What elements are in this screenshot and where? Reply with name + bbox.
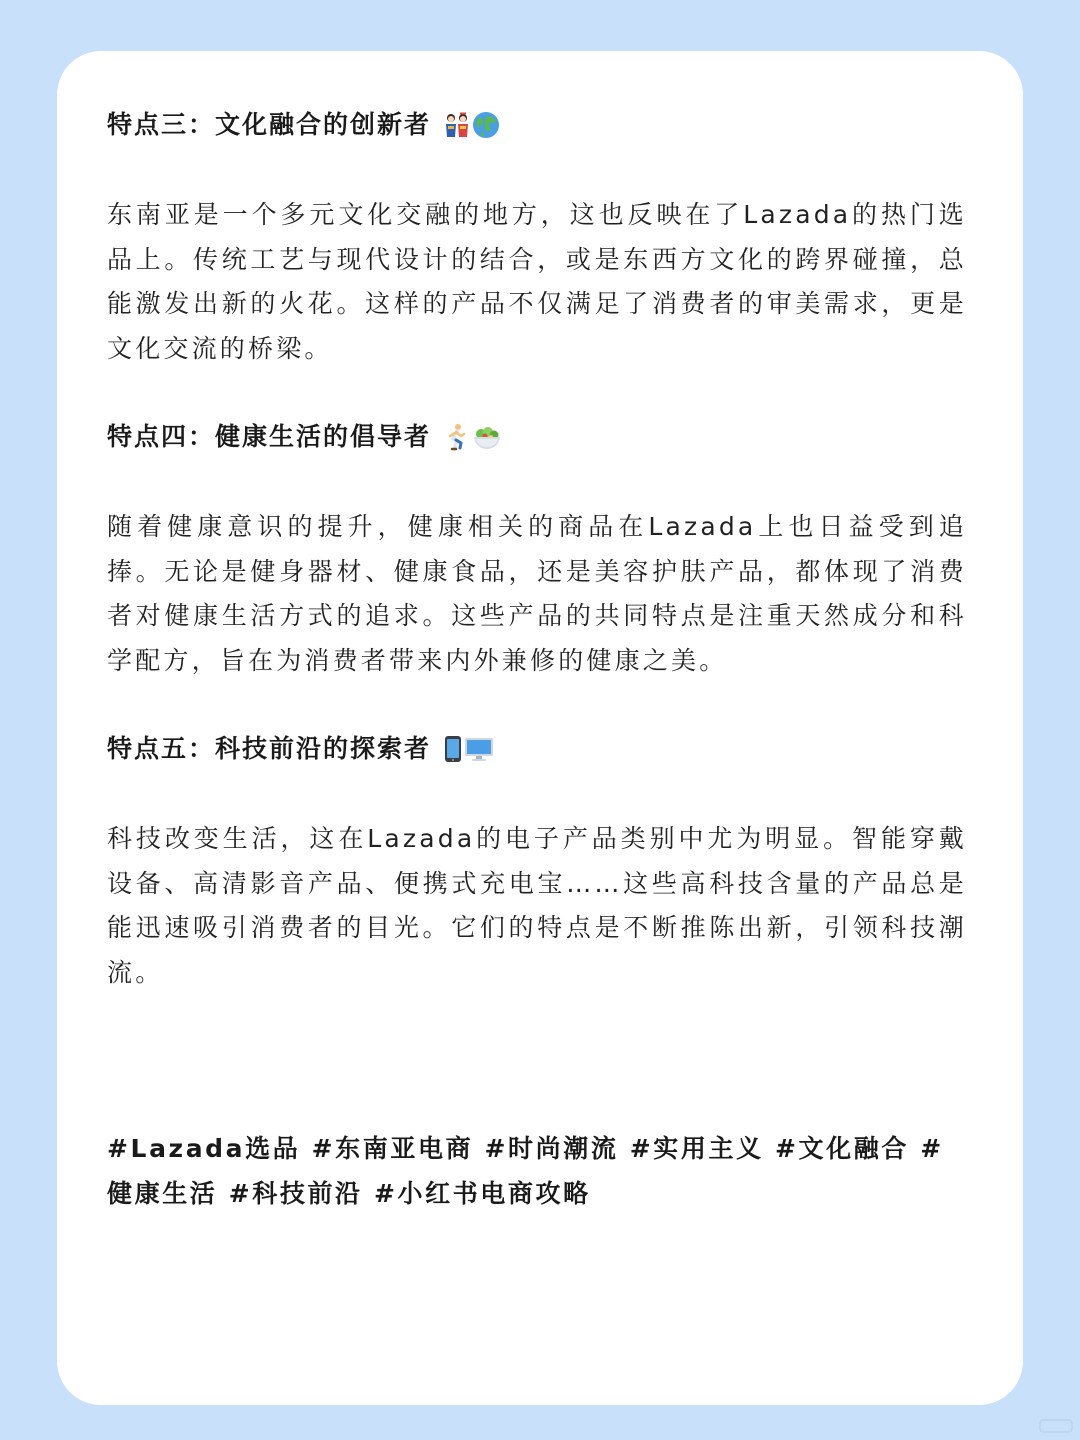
section-heading-text: 特点三：文化融合的创新者 bbox=[107, 110, 432, 139]
watermark-logo-icon bbox=[1038, 1416, 1074, 1436]
section-body-3: 东南亚是一个多元文化交融的地方，这也反映在了Lazada的热门选品上。传统工艺与现代设计的结合，或是东西方文化的跨界碰撞，总能激发出新的火花。这样的产品不仅满足了消费者的审美需求，更是文化交流的桥梁。 bbox=[107, 200, 967, 363]
desktop-computer-icon bbox=[464, 735, 494, 763]
section-heading-text: 特点五：科技前沿的探索者 bbox=[107, 734, 432, 763]
section-emoji-group bbox=[443, 735, 494, 763]
section-body-5: 科技改变生活，这在Lazada的电子产品类别中尤为明显。智能穿戴设备、高清影音产品、便携式充电宝……这些高科技含量的产品总是能迅速吸引消费者的目光。它们的特点是不断推陈出新，引领科技潮流。 bbox=[107, 824, 967, 987]
content-card bbox=[57, 51, 1023, 1405]
article-body bbox=[107, 103, 967, 1216]
globe-icon bbox=[472, 111, 500, 139]
section-emoji-group bbox=[443, 423, 502, 451]
hashtag-list: #Lazada选品 #东南亚电商 #时尚潮流 #实用主义 #文化融合 #健康生活 #科技前沿 #小红书电商攻略 bbox=[107, 1134, 944, 1208]
section-body-4: 随着健康意识的提升，健康相关的商品在Lazada上也日益受到追捧。无论是健身器材、健康食品，还是美容护肤产品，都体现了消费者对健康生活方式的追求。这些产品的共同特点是注重天然成分和科学配方，旨在为消费者带来内外兼修的健康之美。 bbox=[107, 512, 967, 675]
section-heading-text: 特点四：健康生活的倡导者 bbox=[107, 422, 432, 451]
section-emoji-group bbox=[443, 111, 500, 139]
kimono-dolls-icon bbox=[443, 111, 471, 139]
salad-bowl-icon bbox=[472, 423, 502, 451]
section-heading-4 bbox=[107, 415, 967, 459]
section-heading-3 bbox=[107, 103, 967, 147]
runner-icon bbox=[443, 423, 471, 451]
section-heading-5 bbox=[107, 727, 967, 771]
mobile-phone-icon bbox=[443, 735, 463, 763]
